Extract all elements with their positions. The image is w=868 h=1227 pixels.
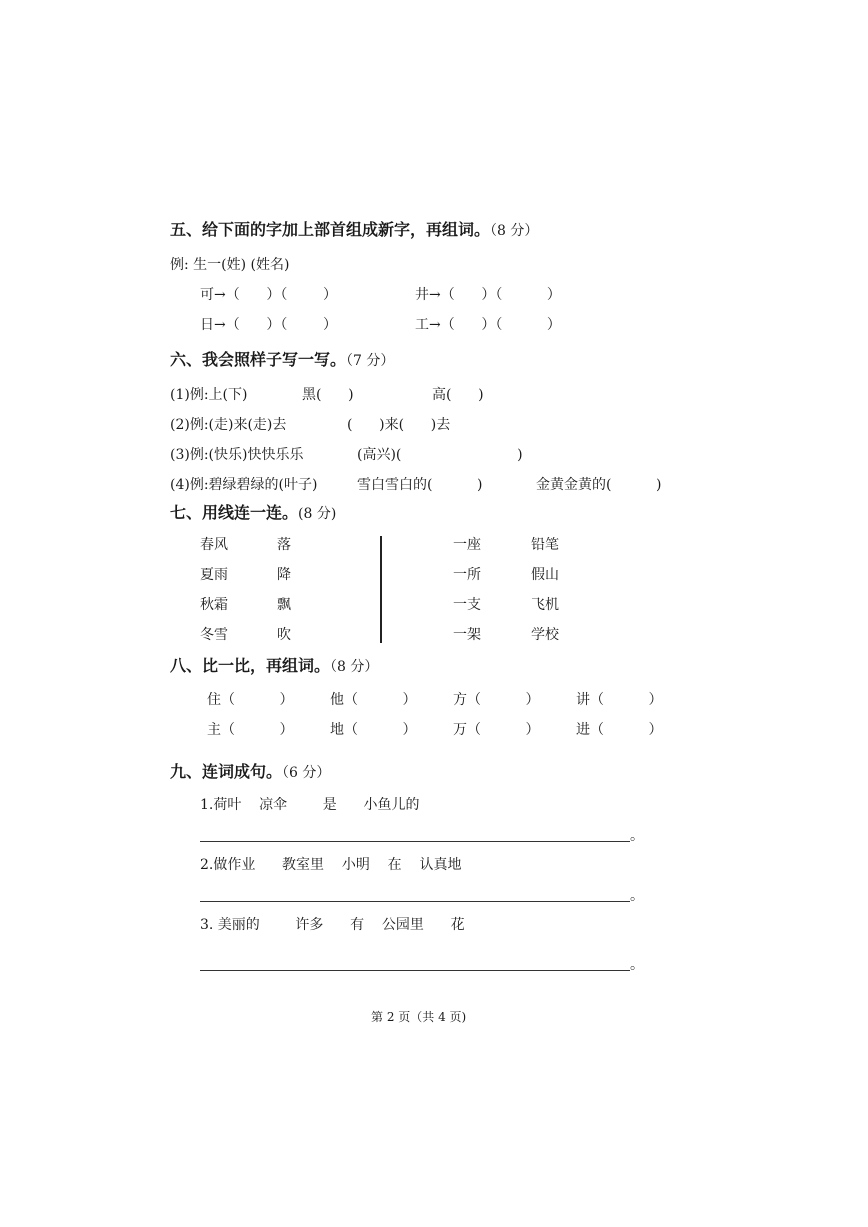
section6-item2-example: (2)例:(走)来(走)去 [170,417,287,433]
answer-line[interactable] [200,970,630,971]
section6-item3-example: (3)例:(快乐)快快乐乐 [170,447,304,463]
match-left-word: 春风 [200,537,228,553]
section6-item3-b: (高兴)( ) [357,447,523,463]
section5-title: 五、给下面的字加上部首组成新字，再组词。（8 分） [170,220,539,239]
section5-row1-left: 可→（ ）（ ） [200,287,338,303]
section7-title: 七、用线连一连。(8 分) [170,503,337,522]
compare-item: 住（ ） [207,692,294,708]
answer-period: 。 [630,888,644,904]
section9-score: （6 分） [282,765,331,781]
section5-row2-right: 工→（ ）（ ） [415,317,561,333]
section6-item4-example: (4)例:碧绿碧绿的(叶子) [170,477,318,493]
section6-item2-b: ( )来( )去 [347,417,451,433]
match-left-word: 秋霜 [200,597,228,613]
compare-item: 主（ ） [207,722,294,738]
section6-score: （7 分） [346,353,395,369]
match-right-noun: 学校 [531,627,559,643]
compare-item: 讲（ ） [576,692,663,708]
match-left-word: 冬雪 [200,627,228,643]
sentence-q3-words: 3. 美丽的 许多 有 公园里 花 [200,917,465,933]
section6-item1-example: (1)例:上(下) [170,387,248,403]
section5-score: （8 分） [490,223,539,239]
page-footer: 第 2 页（共 4 页) [371,1010,467,1024]
match-right-measure: 一架 [453,627,481,643]
match-right-measure: 一所 [453,567,481,583]
match-left-verb: 飘 [277,597,291,613]
section6-title: 六、我会照样子写一写。（7 分） [170,350,395,369]
answer-line[interactable] [200,901,630,902]
section8-title: 八、比一比，再组词。（8 分） [170,656,379,675]
match-left-verb: 落 [277,537,291,553]
section8-score: （8 分） [330,659,379,675]
section5-example: 例: 生一(姓) (姓名) [170,257,290,273]
compare-item: 地（ ） [330,722,417,738]
match-left-verb: 降 [277,567,291,583]
match-right-noun: 假山 [531,567,559,583]
section7-score: (8 分) [298,506,337,522]
section6-item1-c: 高( ) [432,387,484,403]
match-left-word: 夏雨 [200,567,228,583]
match-right-measure: 一座 [453,537,481,553]
section9-title: 九、连词成句。（6 分） [170,762,331,781]
match-left-verb: 吹 [277,627,291,643]
section5-row2-left: 日→（ ）（ ） [200,317,338,333]
compare-item: 方（ ） [453,692,540,708]
match-right-noun: 飞机 [531,597,559,613]
answer-period: 。 [630,957,644,973]
match-right-measure: 一支 [453,597,481,613]
compare-item: 进（ ） [576,722,663,738]
match-right-noun: 铅笔 [531,537,559,553]
sentence-q1-words: 1.荷叶 凉伞 是 小鱼儿的 [200,797,420,813]
match-divider-line [380,536,382,643]
section6-item4-b: 雪白雪白的( ) [357,477,483,493]
compare-item: 他（ ） [330,692,417,708]
answer-line[interactable] [200,841,630,842]
compare-item: 万（ ） [453,722,540,738]
section6-item1-b: 黑( ) [302,387,354,403]
section5-row1-right: 井→（ ）（ ） [415,287,561,303]
section6-item4-c: 金黄金黄的( ) [536,477,662,493]
answer-period: 。 [630,828,644,844]
sentence-q2-words: 2.做作业 教室里 小明 在 认真地 [200,857,462,873]
